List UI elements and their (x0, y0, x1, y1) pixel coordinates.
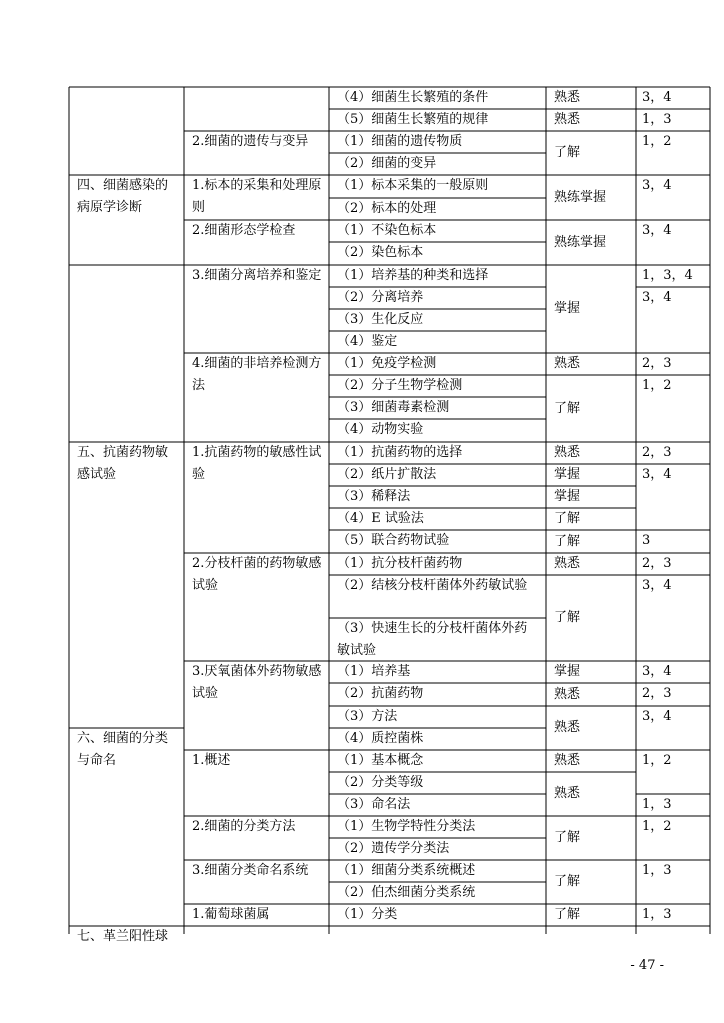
requirement-cell: 了解 (554, 830, 581, 845)
unit-ref-cell: 1，3 (642, 863, 672, 878)
unit-cell: 3.细菌分离培养和鉴定 (192, 268, 322, 283)
topic-cell: 五、抗菌药物敏感试验 (77, 445, 169, 482)
element-cell: （5）联合药物试验 (337, 533, 450, 548)
unit-cell: 1.概述 (192, 753, 231, 768)
unit-ref-cell: 2，3 (642, 445, 672, 460)
unit-ref-cell: 1，3 (642, 907, 672, 922)
element-cell: （2）结核分枝杆菌体外药敏试验 (337, 578, 528, 593)
unit-ref-cell: 1，3，4 (642, 268, 693, 283)
requirement-cell: 了解 (554, 400, 581, 416)
element-cell: （1）标本采集的一般原则 (337, 178, 489, 193)
topic-cell: 七、革兰阳性球 (77, 929, 169, 944)
element-cell: （1）生物学特性分类法 (337, 819, 476, 834)
unit-cell: 2.细菌形态学检查 (192, 223, 296, 238)
requirement-cell: 了解 (554, 533, 581, 549)
element-cell: （1）抗菌药物的选择 (337, 445, 463, 460)
unit-cell: 3.细菌分类命名系统 (192, 863, 309, 878)
element-cell: （1）培养基 (337, 664, 411, 679)
element-cell: （2）抗菌药物 (337, 686, 424, 701)
element-cell: （4）细菌生长繁殖的条件 (337, 90, 489, 105)
requirement-cell: 了解 (554, 874, 581, 889)
requirement-cell: 了解 (554, 610, 581, 625)
element-cell: （1）细菌的遗传物质 (337, 134, 463, 149)
syllabus-table (69, 87, 710, 944)
unit-cell: 1.葡萄球菌属 (192, 907, 270, 922)
requirement-cell: 熟悉 (554, 720, 581, 735)
requirement-cell: 熟悉 (554, 445, 581, 460)
unit-ref-cell: 3，4 (642, 578, 672, 593)
element-cell: （5）细菌生长繁殖的规律 (337, 112, 489, 127)
requirement-cell: 掌握 (554, 301, 581, 316)
unit-ref-cell: 3，4 (642, 178, 672, 193)
requirement-cell: 了解 (554, 145, 581, 160)
unit-ref-cell: 1，2 (642, 134, 672, 149)
requirement-cell: 熟悉 (554, 112, 581, 127)
element-cell: （4）动物实验 (337, 422, 424, 437)
element-cell: （1）免疫学检测 (337, 356, 437, 371)
element-cell: （1）细菌分类系统概述 (337, 863, 476, 878)
element-cell: （2）伯杰细菌分类系统 (337, 885, 476, 900)
unit-ref-cell: 3 (642, 533, 651, 548)
element-cell: （1）抗分枝杆菌药物 (337, 556, 463, 571)
unit-ref-cell: 3，4 (642, 664, 672, 679)
element-cell: （3）快速生长的分枝杆菌体外药敏试验 (337, 621, 528, 658)
requirement-cell: 熟练掌握 (554, 189, 607, 205)
unit-ref-cell: 1，3 (642, 797, 672, 812)
unit-ref-cell: 2，3 (642, 556, 672, 571)
element-cell: （3）生化反应 (337, 312, 424, 327)
unit-ref-cell: 3，4 (642, 290, 672, 305)
unit-cell: 2.分枝杆菌的药物敏感试验 (192, 556, 322, 593)
unit-ref-cell: 3，4 (642, 90, 672, 105)
element-cell: （3）方法 (337, 709, 398, 724)
unit-ref-cell: 3，4 (642, 223, 672, 238)
requirement-cell: 掌握 (554, 489, 581, 504)
requirement-cell: 熟悉 (554, 90, 581, 105)
element-cell: （2）分离培养 (337, 290, 424, 305)
element-cell: （1）不染色标本 (337, 223, 437, 238)
unit-cell: 4.细菌的非培养检测方法 (192, 356, 322, 393)
requirement-cell: 熟悉 (554, 753, 581, 768)
unit-ref-cell: 3，4 (642, 709, 672, 724)
element-cell: （2）遗传学分类法 (337, 841, 450, 856)
element-cell: （4）E 试验法 (337, 511, 424, 526)
unit-cell: 1.标本的采集和处理原则 (192, 178, 322, 215)
topic-cell: 四、细菌感染的病原学诊断 (77, 178, 169, 215)
element-cell: （2）分子生物学检测 (337, 378, 463, 393)
unit-ref-cell: 2，3 (642, 686, 672, 701)
unit-cell: 2.细菌的分类方法 (192, 819, 296, 834)
requirement-cell: 熟悉 (554, 686, 581, 702)
element-cell: （4）质控菌株 (337, 731, 424, 746)
element-cell: （1）基本概念 (337, 753, 424, 768)
element-cell: （2）标本的处理 (337, 201, 437, 216)
requirement-cell: 熟悉 (554, 556, 581, 571)
element-cell: （2）纸片扩散法 (337, 467, 437, 482)
element-cell: （1）分类 (337, 907, 398, 922)
requirement-cell: 熟练掌握 (554, 234, 607, 250)
element-cell: （2）分类等级 (337, 775, 424, 790)
unit-ref-cell: 1，2 (642, 753, 672, 768)
unit-cell: 2.细菌的遗传与变异 (192, 134, 309, 149)
page-number: - 47 - (630, 958, 664, 973)
requirement-cell: 掌握 (554, 664, 581, 679)
unit-ref-cell: 2，3 (642, 356, 672, 371)
unit-cell: 3.厌氧菌体外药物敏感试验 (192, 664, 322, 701)
requirement-cell: 掌握 (554, 467, 581, 482)
requirement-cell: 熟悉 (554, 356, 581, 371)
unit-ref-cell: 1，3 (642, 112, 672, 127)
requirement-cell: 了解 (554, 511, 581, 526)
requirement-cell: 了解 (554, 907, 581, 922)
topic-cell: 六、细菌的分类与命名 (77, 731, 169, 768)
element-cell: （3）稀释法 (337, 489, 411, 504)
unit-ref-cell: 3，4 (642, 467, 672, 482)
element-cell: （1）培养基的种类和选择 (337, 268, 489, 283)
element-cell: （2）细菌的变异 (337, 156, 437, 171)
element-cell: （2）染色标本 (337, 245, 424, 260)
element-cell: （3）命名法 (337, 797, 411, 812)
requirement-cell: 熟悉 (554, 786, 581, 801)
element-cell: （3）细菌毒素检测 (337, 400, 450, 415)
unit-ref-cell: 1，2 (642, 378, 672, 393)
unit-cell: 1.抗菌药物的敏感性试验 (192, 445, 322, 482)
unit-ref-cell: 1，2 (642, 819, 672, 834)
element-cell: （4）鉴定 (337, 334, 398, 349)
